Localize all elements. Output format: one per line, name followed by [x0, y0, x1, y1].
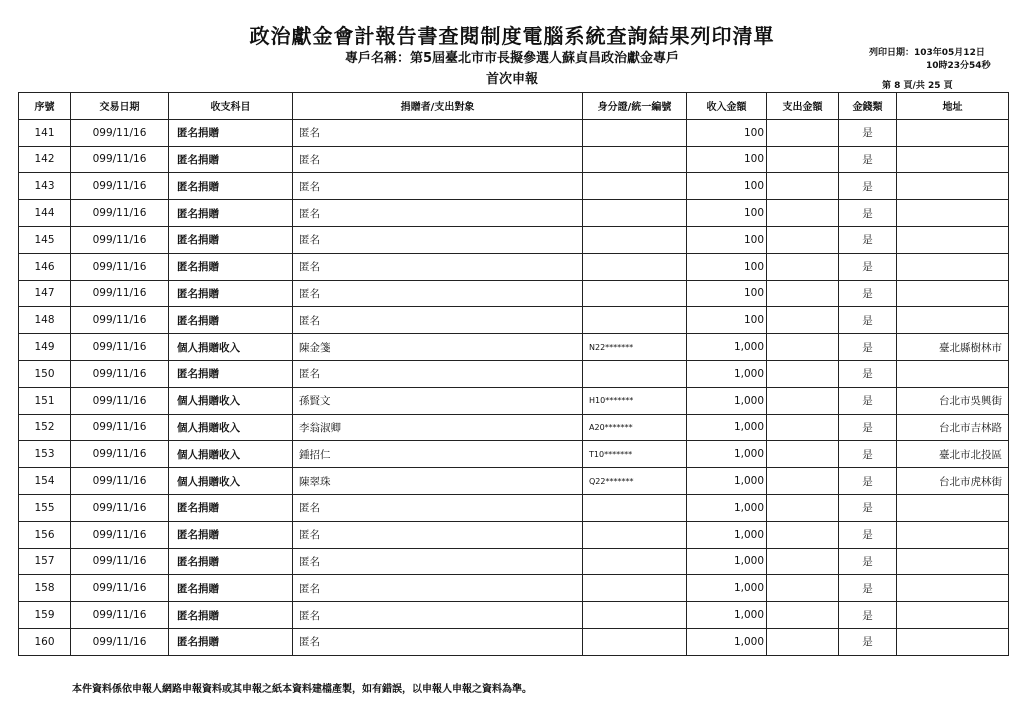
cell-date: 099/11/16	[71, 548, 169, 575]
cell-expense	[767, 307, 839, 334]
cell-donor: 匿名	[293, 173, 583, 200]
cell-income: 1,000	[687, 387, 767, 414]
cell-date: 099/11/16	[71, 602, 169, 629]
cell-id-number	[583, 200, 687, 227]
cell-address	[897, 360, 1009, 387]
cell-expense	[767, 575, 839, 602]
cell-id-number	[583, 521, 687, 548]
cell-date: 099/11/16	[71, 387, 169, 414]
cell-address	[897, 548, 1009, 575]
cell-donor: 孫賢文	[293, 387, 583, 414]
cell-donor: 匿名	[293, 119, 583, 146]
cell-id-number	[583, 307, 687, 334]
table-row	[19, 173, 1009, 200]
cell-income: 100	[687, 173, 767, 200]
cell-donor: 匿名	[293, 200, 583, 227]
table-row	[19, 468, 1009, 495]
cell-seq: 141	[19, 119, 71, 146]
print-time: 10時23分54秒	[926, 61, 991, 71]
cell-date: 099/11/16	[71, 307, 169, 334]
cell-id-number: A20*******	[583, 414, 687, 441]
cell-id-number	[583, 146, 687, 173]
donation-ledger-table	[18, 92, 1009, 656]
cell-seq: 158	[19, 575, 71, 602]
cell-income: 100	[687, 307, 767, 334]
table-row	[19, 360, 1009, 387]
cell-income: 1,000	[687, 548, 767, 575]
cell-seq: 144	[19, 200, 71, 227]
header-cash: 金錢類	[839, 93, 897, 120]
cell-date: 099/11/16	[71, 360, 169, 387]
cell-seq: 153	[19, 441, 71, 468]
cell-date: 099/11/16	[71, 280, 169, 307]
cell-address: 台北市吉林路	[897, 414, 1009, 441]
header-expense: 支出金額	[767, 93, 839, 120]
cell-donor: 鍾招仁	[293, 441, 583, 468]
cell-address	[897, 280, 1009, 307]
cell-subject: 個人捐贈收入	[169, 387, 293, 414]
cell-subject: 匿名捐贈	[169, 628, 293, 655]
cell-cash-type: 是	[839, 307, 897, 334]
cell-subject: 個人捐贈收入	[169, 414, 293, 441]
cell-donor: 匿名	[293, 253, 583, 280]
table-body	[19, 119, 1009, 655]
cell-id-number: T10*******	[583, 441, 687, 468]
cell-income: 100	[687, 280, 767, 307]
cell-expense	[767, 253, 839, 280]
table-header-row	[19, 93, 1009, 120]
cell-seq: 145	[19, 226, 71, 253]
cell-cash-type: 是	[839, 575, 897, 602]
cell-address	[897, 173, 1009, 200]
cell-income: 100	[687, 226, 767, 253]
cell-subject: 匿名捐贈	[169, 521, 293, 548]
table-row	[19, 280, 1009, 307]
cell-income: 1,000	[687, 360, 767, 387]
table-row	[19, 200, 1009, 227]
cell-date: 099/11/16	[71, 173, 169, 200]
table-row	[19, 602, 1009, 629]
header-date: 交易日期	[71, 93, 169, 120]
cell-cash-type: 是	[839, 414, 897, 441]
cell-subject: 匿名捐贈	[169, 548, 293, 575]
cell-cash-type: 是	[839, 602, 897, 629]
table-row	[19, 334, 1009, 361]
cell-donor: 匿名	[293, 602, 583, 629]
cell-id-number	[583, 173, 687, 200]
cell-expense	[767, 602, 839, 629]
cell-seq: 146	[19, 253, 71, 280]
cell-id-number	[583, 494, 687, 521]
header-seq: 序號	[19, 93, 71, 120]
cell-income: 1,000	[687, 334, 767, 361]
cell-subject: 匿名捐贈	[169, 307, 293, 334]
cell-address	[897, 253, 1009, 280]
cell-seq: 157	[19, 548, 71, 575]
cell-address	[897, 575, 1009, 602]
cell-subject: 匿名捐贈	[169, 602, 293, 629]
cell-date: 099/11/16	[71, 146, 169, 173]
cell-address	[897, 200, 1009, 227]
table-row	[19, 387, 1009, 414]
cell-seq: 159	[19, 602, 71, 629]
cell-date: 099/11/16	[71, 575, 169, 602]
cell-id-number: H10*******	[583, 387, 687, 414]
cell-cash-type: 是	[839, 146, 897, 173]
cell-subject: 匿名捐贈	[169, 119, 293, 146]
cell-expense	[767, 173, 839, 200]
cell-expense	[767, 387, 839, 414]
cell-subject: 個人捐贈收入	[169, 441, 293, 468]
cell-expense	[767, 414, 839, 441]
cell-income: 100	[687, 253, 767, 280]
cell-donor: 匿名	[293, 521, 583, 548]
cell-date: 099/11/16	[71, 200, 169, 227]
cell-date: 099/11/16	[71, 334, 169, 361]
cell-expense	[767, 468, 839, 495]
cell-address	[897, 494, 1009, 521]
cell-address: 臺北縣樹林市	[897, 334, 1009, 361]
cell-income: 100	[687, 200, 767, 227]
cell-donor: 李翁淑卿	[293, 414, 583, 441]
table-row	[19, 307, 1009, 334]
table-row	[19, 146, 1009, 173]
cell-id-number	[583, 602, 687, 629]
cell-donor: 匿名	[293, 628, 583, 655]
cell-subject: 匿名捐贈	[169, 494, 293, 521]
cell-cash-type: 是	[839, 119, 897, 146]
table-row	[19, 441, 1009, 468]
footnote: 本件資料係依申報人網路申報資料或其申報之紙本資料建檔產製，如有錯誤，以申報人申報之資料為準。	[72, 684, 532, 695]
cell-address	[897, 226, 1009, 253]
cell-address	[897, 119, 1009, 146]
table-row	[19, 548, 1009, 575]
cell-cash-type: 是	[839, 253, 897, 280]
header-address: 地址	[897, 93, 1009, 120]
cell-address	[897, 146, 1009, 173]
cell-date: 099/11/16	[71, 494, 169, 521]
header-donor: 捐贈者/支出對象	[293, 93, 583, 120]
cell-cash-type: 是	[839, 226, 897, 253]
cell-seq: 142	[19, 146, 71, 173]
cell-date: 099/11/16	[71, 253, 169, 280]
cell-income: 1,000	[687, 575, 767, 602]
cell-income: 1,000	[687, 602, 767, 629]
cell-date: 099/11/16	[71, 628, 169, 655]
cell-subject: 匿名捐贈	[169, 226, 293, 253]
header-subject: 收支科目	[169, 93, 293, 120]
account-name: 專戶名稱：第5屆臺北市市長擬參選人蘇貞昌政治獻金專戶	[344, 51, 680, 66]
cell-donor: 陳金箋	[293, 334, 583, 361]
cell-subject: 匿名捐贈	[169, 173, 293, 200]
cell-seq: 149	[19, 334, 71, 361]
cell-cash-type: 是	[839, 334, 897, 361]
cell-expense	[767, 521, 839, 548]
cell-seq: 148	[19, 307, 71, 334]
cell-donor: 匿名	[293, 226, 583, 253]
cell-id-number	[583, 119, 687, 146]
cell-subject: 匿名捐贈	[169, 360, 293, 387]
cell-expense	[767, 441, 839, 468]
header-income: 收入金額	[687, 93, 767, 120]
cell-id-number	[583, 575, 687, 602]
cell-address	[897, 521, 1009, 548]
cell-subject: 匿名捐贈	[169, 280, 293, 307]
table-row	[19, 414, 1009, 441]
cell-expense	[767, 494, 839, 521]
cell-cash-type: 是	[839, 360, 897, 387]
report-title: 政治獻金會計報告書查閱制度電腦系統查詢結果列印清單	[249, 24, 775, 48]
table-row	[19, 628, 1009, 655]
cell-id-number: Q22*******	[583, 468, 687, 495]
cell-seq: 143	[19, 173, 71, 200]
cell-seq: 160	[19, 628, 71, 655]
cell-address	[897, 307, 1009, 334]
cell-income: 100	[687, 119, 767, 146]
cell-income: 1,000	[687, 414, 767, 441]
cell-expense	[767, 200, 839, 227]
cell-seq: 150	[19, 360, 71, 387]
cell-cash-type: 是	[839, 387, 897, 414]
cell-cash-type: 是	[839, 548, 897, 575]
cell-cash-type: 是	[839, 441, 897, 468]
cell-income: 1,000	[687, 494, 767, 521]
cell-subject: 匿名捐贈	[169, 200, 293, 227]
cell-date: 099/11/16	[71, 119, 169, 146]
cell-donor: 匿名	[293, 548, 583, 575]
cell-date: 099/11/16	[71, 226, 169, 253]
cell-donor: 匿名	[293, 307, 583, 334]
cell-id-number	[583, 360, 687, 387]
cell-expense	[767, 548, 839, 575]
cell-date: 099/11/16	[71, 468, 169, 495]
cell-address: 臺北市北投區	[897, 441, 1009, 468]
cell-donor: 匿名	[293, 280, 583, 307]
cell-seq: 151	[19, 387, 71, 414]
cell-id-number: N22*******	[583, 334, 687, 361]
cell-cash-type: 是	[839, 521, 897, 548]
cell-address: 台北市吳興街	[897, 387, 1009, 414]
cell-date: 099/11/16	[71, 441, 169, 468]
cell-cash-type: 是	[839, 173, 897, 200]
cell-expense	[767, 360, 839, 387]
cell-donor: 匿名	[293, 146, 583, 173]
cell-cash-type: 是	[839, 200, 897, 227]
cell-expense	[767, 628, 839, 655]
table-row	[19, 226, 1009, 253]
cell-donor: 匿名	[293, 575, 583, 602]
cell-address	[897, 628, 1009, 655]
cell-cash-type: 是	[839, 628, 897, 655]
cell-subject: 個人捐贈收入	[169, 468, 293, 495]
cell-donor: 匿名	[293, 494, 583, 521]
report-type: 首次申報	[485, 72, 538, 87]
cell-cash-type: 是	[839, 468, 897, 495]
cell-subject: 匿名捐贈	[169, 575, 293, 602]
cell-seq: 156	[19, 521, 71, 548]
cell-seq: 147	[19, 280, 71, 307]
table-row	[19, 521, 1009, 548]
cell-address	[897, 602, 1009, 629]
table-row	[19, 575, 1009, 602]
header-id: 身分證/統一編號	[583, 93, 687, 120]
cell-expense	[767, 280, 839, 307]
cell-cash-type: 是	[839, 280, 897, 307]
cell-income: 1,000	[687, 468, 767, 495]
cell-date: 099/11/16	[71, 521, 169, 548]
cell-income: 1,000	[687, 441, 767, 468]
cell-donor: 匿名	[293, 360, 583, 387]
cell-income: 1,000	[687, 628, 767, 655]
cell-id-number	[583, 548, 687, 575]
cell-donor: 陳翠珠	[293, 468, 583, 495]
cell-expense	[767, 146, 839, 173]
cell-subject: 個人捐贈收入	[169, 334, 293, 361]
cell-id-number	[583, 628, 687, 655]
cell-seq: 155	[19, 494, 71, 521]
cell-id-number	[583, 226, 687, 253]
cell-income: 1,000	[687, 521, 767, 548]
cell-id-number	[583, 280, 687, 307]
cell-address: 台北市虎林街	[897, 468, 1009, 495]
cell-subject: 匿名捐贈	[169, 253, 293, 280]
cell-income: 100	[687, 146, 767, 173]
cell-cash-type: 是	[839, 494, 897, 521]
page-number: 第 8 頁/共 25 頁	[882, 81, 953, 91]
print-date: 列印日期：103年05月12日	[869, 48, 985, 58]
cell-expense	[767, 119, 839, 146]
cell-date: 099/11/16	[71, 414, 169, 441]
table-row	[19, 253, 1009, 280]
table-row	[19, 494, 1009, 521]
cell-expense	[767, 334, 839, 361]
cell-seq: 154	[19, 468, 71, 495]
cell-seq: 152	[19, 414, 71, 441]
cell-id-number	[583, 253, 687, 280]
table-row	[19, 119, 1009, 146]
cell-expense	[767, 226, 839, 253]
cell-subject: 匿名捐贈	[169, 146, 293, 173]
